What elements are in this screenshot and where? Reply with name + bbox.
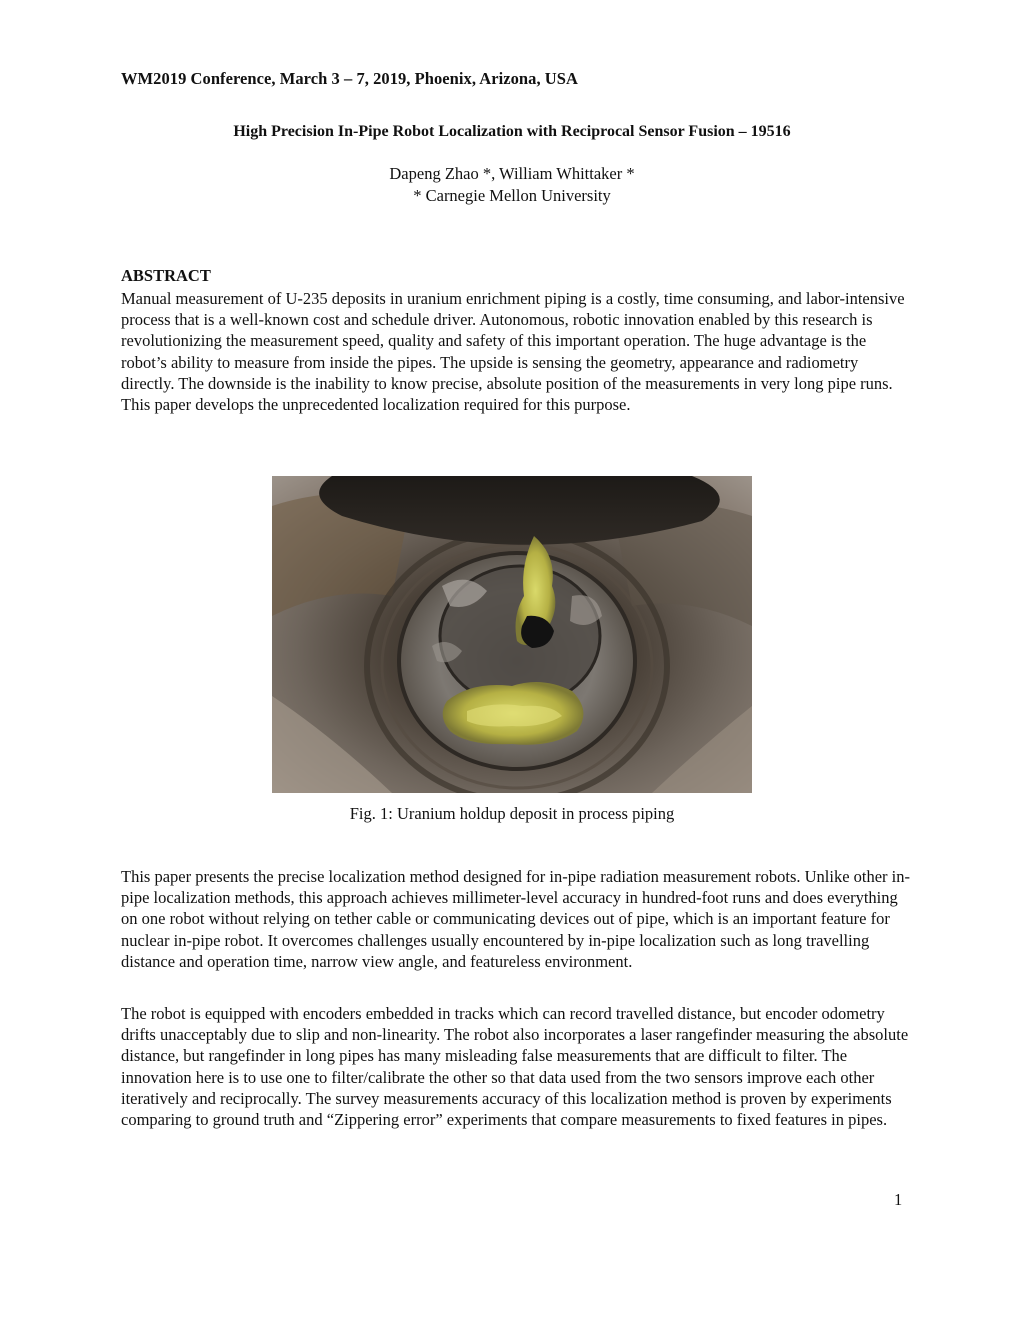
- body-paragraph-1: This paper presents the precise localization method designed for in-pipe radiation measurement robots. Unlike other in-pipe localization methods, this approach achieves millimeter-level accuracy in hundred-foot runs and does everything on one robot without relying on tether cable or communicating devices out of pipe, which is an important feature for nuclear in-pipe robot. It overcomes challenges usually encountered by in-pipe localization such as long travelling distance and operation time, narrow view angle, and featureless environment.: [121, 867, 911, 971]
- conference-header: WM2019 Conference, March 3 – 7, 2019, Phoenix, Arizona, USA: [121, 69, 578, 88]
- paper-title: High Precision In-Pipe Robot Localization with Reciprocal Sensor Fusion – 19516: [233, 123, 791, 140]
- abstract-text: Manual measurement of U-235 deposits in uranium enrichment piping is a costly, time consuming, and labor-intensive process that is a well-known cost and schedule driver. Autonomous, robotic innovation enabled by this research is revolutionizing the measurement speed, quality and safety of this important operation. The huge advantage is the robot’s ability to measure from inside the pipes. The upside is sensing the geometry, appearance and radiometry directly. The downside is the inability to know precise, absolute position of the measurements in very long pipe runs. This paper develops the unprecedented localization required for this purpose.: [121, 289, 905, 415]
- abstract-heading: ABSTRACT: [121, 266, 211, 285]
- author-block: [0, 163, 1024, 207]
- author-names: Dapeng Zhao *, William Whittaker *: [389, 164, 635, 183]
- page-number: 1: [894, 1190, 903, 1209]
- pipe-interior-image: [272, 476, 752, 793]
- body-paragraph-2: The robot is equipped with encoders embedded in tracks which can record travelled distance, but encoder odometry drifts unacceptably due to slip and non-linearity. The robot also incorporates a laser rangefinder measuring the absolute distance, but rangefinder in long pipes has many misleading false measurements that are difficult to filter. The innovation here is to use one to filter/calibrate the other so that data used from the two sensors improve each other iteratively and reciprocally. The survey measurements accuracy of this localization method is proven by experiments comparing to ground truth and “Zippering error” experiments that compare measurements to fixed features in pipes.: [121, 1004, 909, 1130]
- author-affiliation: * Carnegie Mellon University: [413, 186, 611, 205]
- figure-pipe-photo: [272, 476, 752, 793]
- figure-caption: Fig. 1: Uranium holdup deposit in process piping: [349, 804, 675, 823]
